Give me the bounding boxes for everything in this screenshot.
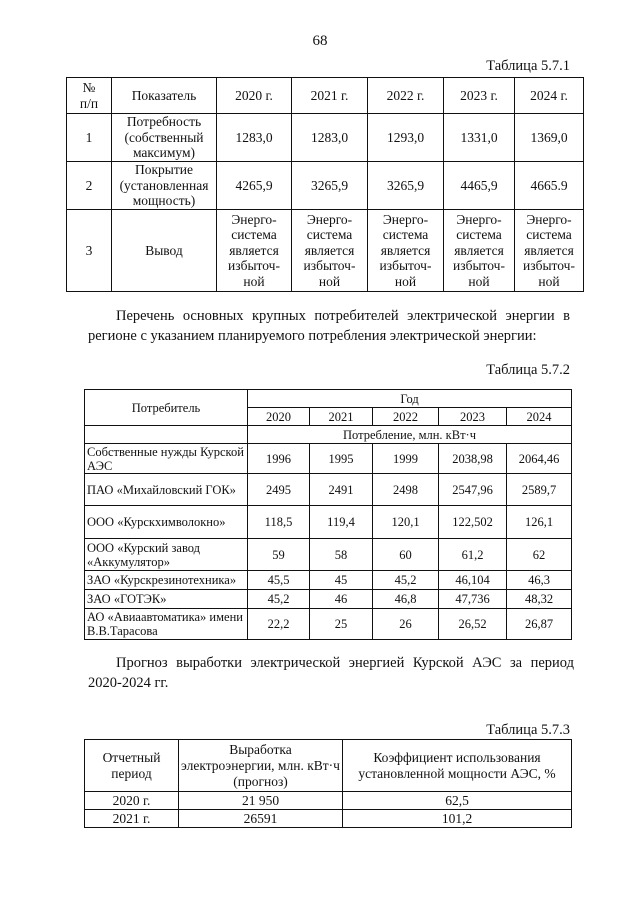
table1-cell: Вывод xyxy=(112,210,217,292)
table2-cell: 46,3 xyxy=(507,571,572,590)
table2-year-2024: 2024 xyxy=(507,408,572,426)
table2-cell: 126,1 xyxy=(507,506,572,539)
table1-cell: Энерго-система является избыточ-ной xyxy=(217,210,292,292)
table-5-7-2 xyxy=(84,389,572,640)
table2-cell: 62 xyxy=(507,539,572,571)
table3-cell: 21 950 xyxy=(179,792,343,810)
table3-cell: 2021 г. xyxy=(85,810,179,828)
table-row xyxy=(85,590,572,609)
table1-cell: 1283,0 xyxy=(292,114,368,162)
table2-cell: 59 xyxy=(248,539,310,571)
table2-consumer-name: ЗАО «Курскрезинотехника» xyxy=(85,571,248,590)
table2-cell: 120,1 xyxy=(373,506,439,539)
table2-year-2021: 2021 xyxy=(310,408,373,426)
table-5-7-1 xyxy=(66,77,584,292)
table2-cell: 46 xyxy=(310,590,373,609)
table-row xyxy=(85,539,572,571)
table1-header-2020: 2020 г. xyxy=(217,78,292,114)
table2-cell: 2064,46 xyxy=(507,444,572,474)
table2-consumer-name: АО «Авиаавтоматика» имени В.В.Тарасова xyxy=(85,609,248,640)
table2-header-year: Год xyxy=(248,390,572,408)
paragraph-forecast: Прогноз выработки электрической энергией Курской АЭС за период 2020-2024 гг. xyxy=(88,655,574,691)
table2-cell: 2038,98 xyxy=(439,444,507,474)
table2-consumer-name: ООО «Курскхимволокно» xyxy=(85,506,248,539)
table-row xyxy=(67,114,584,162)
page-number: 68 xyxy=(312,33,328,49)
table-row xyxy=(67,210,584,292)
table3-cell: 101,2 xyxy=(343,810,572,828)
table2-cell: 26,52 xyxy=(439,609,507,640)
table2-consumer-name: ООО «Курский завод «Аккумулятор» xyxy=(85,539,248,571)
table1-header-2023: 2023 г. xyxy=(444,78,515,114)
table-row xyxy=(85,810,572,828)
table2-cell: 45 xyxy=(310,571,373,590)
table1-cell: 3265,9 xyxy=(368,162,444,210)
table3-cell: 26591 xyxy=(179,810,343,828)
table2-cell: 58 xyxy=(310,539,373,571)
table2-cell: 45,5 xyxy=(248,571,310,590)
table1-cell: Потребность (собственный максимум) xyxy=(112,114,217,162)
table-row xyxy=(85,609,572,640)
table2-cell: 26 xyxy=(373,609,439,640)
table3-header-period: Отчетный период xyxy=(85,740,179,792)
table2-header-row xyxy=(85,390,572,408)
table1-cell: 4465,9 xyxy=(444,162,515,210)
table1-cell: 1283,0 xyxy=(217,114,292,162)
table1-cell: 3 xyxy=(67,210,112,292)
table-5-7-3 xyxy=(84,739,572,828)
table2-cell: 2491 xyxy=(310,474,373,506)
table1-cell: 4265,9 xyxy=(217,162,292,210)
table-row xyxy=(85,792,572,810)
table1-header-row xyxy=(67,78,584,114)
table2-cell: 1996 xyxy=(248,444,310,474)
table2-cell: 2589,7 xyxy=(507,474,572,506)
table2-cell: 45,2 xyxy=(373,571,439,590)
table-row xyxy=(67,162,584,210)
table2-cell: 60 xyxy=(373,539,439,571)
table3-header-row xyxy=(85,740,572,792)
table2-year-2020: 2020 xyxy=(248,408,310,426)
table2-cell: 26,87 xyxy=(507,609,572,640)
table2-consumer-name: ПАО «Михайловский ГОК» xyxy=(85,474,248,506)
table2-cell: 118,5 xyxy=(248,506,310,539)
table2-unit-label: Потребление, млн. кВт·ч xyxy=(248,426,572,444)
table1-cell: Энерго-система является избыточ-ной xyxy=(444,210,515,292)
table1-cell: 3265,9 xyxy=(292,162,368,210)
table3-cell: 2020 г. xyxy=(85,792,179,810)
table1-cell: 1 xyxy=(67,114,112,162)
table2-cell: 119,4 xyxy=(310,506,373,539)
table1-cell: 1293,0 xyxy=(368,114,444,162)
table-row xyxy=(85,474,572,506)
table1-cell: Энерго-система является избыточ-ной xyxy=(368,210,444,292)
table3-header-coefficient: Коэффициент использования установленной мощности АЭС, % xyxy=(343,740,572,792)
table2-cell: 47,736 xyxy=(439,590,507,609)
table2-consumer-name: Собственные нужды Курской АЭС xyxy=(85,444,248,474)
table2-cell: 1995 xyxy=(310,444,373,474)
table1-header-2021: 2021 г. xyxy=(292,78,368,114)
table2-unit-row xyxy=(85,426,572,444)
table1-cell: Энерго-система является избыточ-ной xyxy=(515,210,584,292)
table1-cell: 4665.9 xyxy=(515,162,584,210)
table2-cell: 22,2 xyxy=(248,609,310,640)
table-row xyxy=(85,571,572,590)
table1-cell: Энерго-система является избыточ-ной xyxy=(292,210,368,292)
table1-header-2024: 2024 г. xyxy=(515,78,584,114)
table2-cell: 2498 xyxy=(373,474,439,506)
table2-year-2022: 2022 xyxy=(373,408,439,426)
paragraph-consumers: Перечень основных крупных потребителей электрической энергии в регионе с указанием планируемого потребления электрической энергии: xyxy=(88,308,570,344)
table2-cell: 61,2 xyxy=(439,539,507,571)
table3-header-output: Выработка электроэнергии, млн. кВт·ч (прогноз) xyxy=(179,740,343,792)
table2-cell: 46,8 xyxy=(373,590,439,609)
table-row xyxy=(85,444,572,474)
table3-cell: 62,5 xyxy=(343,792,572,810)
table2-consumer-name: ЗАО «ГОТЭК» xyxy=(85,590,248,609)
table1-header-2022: 2022 г. xyxy=(368,78,444,114)
table1-cell: Покрытие (установленная мощность) xyxy=(112,162,217,210)
table2-header-consumer: Потребитель xyxy=(85,390,248,426)
table1-header-num: № п/п xyxy=(67,78,112,114)
table2-cell: 2547,96 xyxy=(439,474,507,506)
table1-header-indicator: Показатель xyxy=(112,78,217,114)
table2-year-2023: 2023 xyxy=(439,408,507,426)
table1-cell: 1369,0 xyxy=(515,114,584,162)
table2-cell: 46,104 xyxy=(439,571,507,590)
table-row xyxy=(85,506,572,539)
table1-caption: Таблица 5.7.1 xyxy=(486,58,570,74)
table2-caption: Таблица 5.7.2 xyxy=(486,362,570,378)
table3-caption: Таблица 5.7.3 xyxy=(486,722,570,738)
table2-cell: 25 xyxy=(310,609,373,640)
table2-cell: 2495 xyxy=(248,474,310,506)
table2-cell: 48,32 xyxy=(507,590,572,609)
table2-cell: 45,2 xyxy=(248,590,310,609)
table1-cell: 1331,0 xyxy=(444,114,515,162)
table2-cell: 122,502 xyxy=(439,506,507,539)
table2-cell: 1999 xyxy=(373,444,439,474)
table1-cell: 2 xyxy=(67,162,112,210)
